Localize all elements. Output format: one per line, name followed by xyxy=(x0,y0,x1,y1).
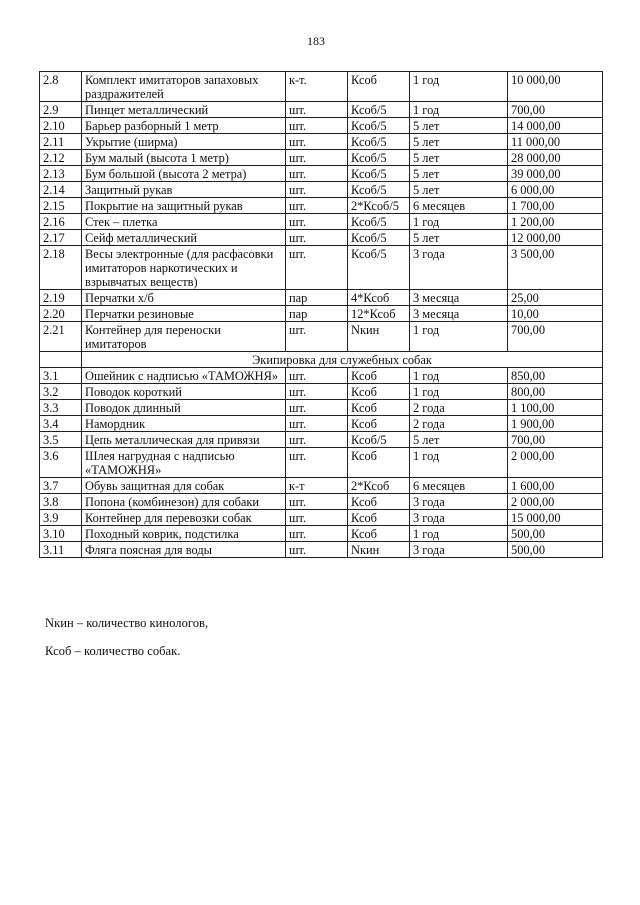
item-quantity-cell: Ксоб/5 xyxy=(348,230,410,246)
item-quantity-cell: Ксоб xyxy=(348,384,410,400)
item-term-cell: 5 лет xyxy=(410,118,508,134)
item-quantity-cell: Ксоб xyxy=(348,494,410,510)
item-term-cell: 1 год xyxy=(410,72,508,102)
item-number-cell: 3.5 xyxy=(40,432,82,448)
item-name-cell: Комплект имитаторов запаховых раздражителей xyxy=(82,72,286,102)
item-price-cell: 800,00 xyxy=(508,384,603,400)
item-term-cell: 2 года xyxy=(410,416,508,432)
item-number-cell: 3.7 xyxy=(40,478,82,494)
item-price-cell: 10 000,00 xyxy=(508,72,603,102)
item-quantity-cell: Ксоб/5 xyxy=(348,182,410,198)
table-row xyxy=(40,384,603,400)
item-name-cell: Ошейник с надписью «ТАМОЖНЯ» xyxy=(82,368,286,384)
item-price-cell: 700,00 xyxy=(508,102,603,118)
item-price-cell: 850,00 xyxy=(508,368,603,384)
item-number-cell: 2.12 xyxy=(40,150,82,166)
item-number-cell: 3.6 xyxy=(40,448,82,478)
item-price-cell: 15 000,00 xyxy=(508,510,603,526)
item-number-cell: 2.16 xyxy=(40,214,82,230)
item-term-cell: 1 год xyxy=(410,368,508,384)
item-name-cell: Намордник xyxy=(82,416,286,432)
item-unit-cell: шт. xyxy=(286,322,348,352)
item-term-cell: 5 лет xyxy=(410,182,508,198)
table-row xyxy=(40,102,603,118)
item-quantity-cell: Ксоб xyxy=(348,416,410,432)
item-price-cell: 1 200,00 xyxy=(508,214,603,230)
item-quantity-cell: Ксоб xyxy=(348,368,410,384)
item-name-cell: Контейнер для переноски имитаторов xyxy=(82,322,286,352)
item-number-cell: 3.3 xyxy=(40,400,82,416)
item-price-cell: 6 000,00 xyxy=(508,182,603,198)
item-number-cell: 2.10 xyxy=(40,118,82,134)
item-quantity-cell: 4*Ксоб xyxy=(348,290,410,306)
table-row xyxy=(40,134,603,150)
item-name-cell: Барьер разборный 1 метр xyxy=(82,118,286,134)
table-row xyxy=(40,400,603,416)
item-quantity-cell: Ксоб/5 xyxy=(348,102,410,118)
item-number-cell: 2.15 xyxy=(40,198,82,214)
table-row xyxy=(40,448,603,478)
item-number-cell: 2.21 xyxy=(40,322,82,352)
item-term-cell: 3 года xyxy=(410,246,508,290)
item-quantity-cell: Nкин xyxy=(348,542,410,558)
item-unit-cell: шт. xyxy=(286,416,348,432)
item-unit-cell: шт. xyxy=(286,230,348,246)
item-term-cell: 3 года xyxy=(410,542,508,558)
item-unit-cell: к-т. xyxy=(286,72,348,102)
item-name-cell: Весы электронные (для расфасовки имитаторов наркотических и взрывчатых веществ) xyxy=(82,246,286,290)
item-unit-cell: шт. xyxy=(286,102,348,118)
item-number-cell: 2.8 xyxy=(40,72,82,102)
item-price-cell: 700,00 xyxy=(508,322,603,352)
table-row xyxy=(40,368,603,384)
legend-ksob: Ксоб – количество собак. xyxy=(45,644,181,658)
item-unit-cell: шт. xyxy=(286,542,348,558)
item-quantity-cell: Ксоб/5 xyxy=(348,246,410,290)
item-name-cell: Бум малый (высота 1 метр) xyxy=(82,150,286,166)
item-number-cell: 3.4 xyxy=(40,416,82,432)
item-number-cell: 2.17 xyxy=(40,230,82,246)
item-price-cell: 3 500,00 xyxy=(508,246,603,290)
item-price-cell: 11 000,00 xyxy=(508,134,603,150)
item-unit-cell: шт. xyxy=(286,368,348,384)
item-quantity-cell: Ксоб/5 xyxy=(348,214,410,230)
table-row xyxy=(40,198,603,214)
item-number-cell: 2.9 xyxy=(40,102,82,118)
item-price-cell: 14 000,00 xyxy=(508,118,603,134)
item-unit-cell: шт. xyxy=(286,400,348,416)
item-term-cell: 6 месяцев xyxy=(410,478,508,494)
item-name-cell: Фляга поясная для воды xyxy=(82,542,286,558)
table-row xyxy=(40,290,603,306)
item-name-cell: Покрытие на защитный рукав xyxy=(82,198,286,214)
item-name-cell: Цепь металлическая для привязи xyxy=(82,432,286,448)
item-name-cell: Контейнер для перевозки собак xyxy=(82,510,286,526)
item-term-cell: 3 месяца xyxy=(410,290,508,306)
item-price-cell: 39 000,00 xyxy=(508,166,603,182)
item-unit-cell: шт. xyxy=(286,526,348,542)
item-term-cell: 5 лет xyxy=(410,432,508,448)
item-term-cell: 1 год xyxy=(410,322,508,352)
table-row xyxy=(40,322,603,352)
section-row xyxy=(40,352,603,368)
item-name-cell: Перчатки резиновые xyxy=(82,306,286,322)
item-unit-cell: шт. xyxy=(286,166,348,182)
item-number-cell: 2.18 xyxy=(40,246,82,290)
item-name-cell: Защитный рукав xyxy=(82,182,286,198)
item-number-cell: 3.2 xyxy=(40,384,82,400)
table-row xyxy=(40,214,603,230)
item-unit-cell: шт. xyxy=(286,448,348,478)
item-term-cell: 1 год xyxy=(410,214,508,230)
item-price-cell: 2 000,00 xyxy=(508,448,603,478)
item-unit-cell: шт. xyxy=(286,118,348,134)
item-quantity-cell: Ксоб/5 xyxy=(348,118,410,134)
item-quantity-cell: Ксоб xyxy=(348,72,410,102)
item-name-cell: Поводок короткий xyxy=(82,384,286,400)
item-number-cell: 2.20 xyxy=(40,306,82,322)
item-unit-cell: шт. xyxy=(286,510,348,526)
item-price-cell: 12 000,00 xyxy=(508,230,603,246)
item-price-cell: 500,00 xyxy=(508,542,603,558)
item-unit-cell: пар xyxy=(286,306,348,322)
item-name-cell: Обувь защитная для собак xyxy=(82,478,286,494)
item-unit-cell: пар xyxy=(286,290,348,306)
item-name-cell: Попона (комбинезон) для собаки xyxy=(82,494,286,510)
item-price-cell: 25,00 xyxy=(508,290,603,306)
item-number-cell: 2.19 xyxy=(40,290,82,306)
item-name-cell: Шлея нагрудная с надписью «ТАМОЖНЯ» xyxy=(82,448,286,478)
item-term-cell: 6 месяцев xyxy=(410,198,508,214)
item-price-cell: 1 900,00 xyxy=(508,416,603,432)
item-number-cell: 3.9 xyxy=(40,510,82,526)
item-number-cell: 3.1 xyxy=(40,368,82,384)
item-number-cell: 2.11 xyxy=(40,134,82,150)
item-unit-cell: шт. xyxy=(286,150,348,166)
item-quantity-cell: Ксоб/5 xyxy=(348,134,410,150)
item-quantity-cell: Ксоб xyxy=(348,448,410,478)
item-term-cell: 1 год xyxy=(410,102,508,118)
item-quantity-cell: Ксоб/5 xyxy=(348,166,410,182)
table-row xyxy=(40,182,603,198)
item-price-cell: 1 700,00 xyxy=(508,198,603,214)
item-name-cell: Походный коврик, подстилка xyxy=(82,526,286,542)
item-name-cell: Поводок длинный xyxy=(82,400,286,416)
item-term-cell: 2 года xyxy=(410,400,508,416)
equipment-table xyxy=(39,71,603,558)
item-quantity-cell: Ксоб/5 xyxy=(348,432,410,448)
item-name-cell: Перчатки х/б xyxy=(82,290,286,306)
equipment-table-body xyxy=(40,72,603,558)
table-row xyxy=(40,432,603,448)
table-row xyxy=(40,526,603,542)
item-name-cell: Укрытие (ширма) xyxy=(82,134,286,150)
legend-nkin: Nкин – количество кинологов, xyxy=(45,616,209,630)
item-unit-cell: шт. xyxy=(286,134,348,150)
item-price-cell: 10,00 xyxy=(508,306,603,322)
item-number-cell: 2.14 xyxy=(40,182,82,198)
item-unit-cell: шт. xyxy=(286,246,348,290)
item-number-cell: 3.11 xyxy=(40,542,82,558)
item-term-cell: 5 лет xyxy=(410,230,508,246)
item-name-cell: Бум большой (высота 2 метра) xyxy=(82,166,286,182)
table-row xyxy=(40,230,603,246)
section-number-cell xyxy=(40,352,82,368)
page-number: 183 xyxy=(307,34,325,48)
item-unit-cell: к-т xyxy=(286,478,348,494)
item-name-cell: Стек – плетка xyxy=(82,214,286,230)
item-price-cell: 2 000,00 xyxy=(508,494,603,510)
item-term-cell: 3 года xyxy=(410,494,508,510)
item-term-cell: 3 месяца xyxy=(410,306,508,322)
table-row xyxy=(40,72,603,102)
table-row xyxy=(40,306,603,322)
item-quantity-cell: Ксоб xyxy=(348,510,410,526)
item-quantity-cell: 2*Ксоб xyxy=(348,478,410,494)
item-term-cell: 1 год xyxy=(410,526,508,542)
table-row xyxy=(40,478,603,494)
table-row xyxy=(40,510,603,526)
item-price-cell: 1 600,00 xyxy=(508,478,603,494)
item-term-cell: 5 лет xyxy=(410,150,508,166)
item-quantity-cell: Ксоб xyxy=(348,400,410,416)
item-unit-cell: шт. xyxy=(286,214,348,230)
item-quantity-cell: 12*Ксоб xyxy=(348,306,410,322)
item-unit-cell: шт. xyxy=(286,182,348,198)
item-name-cell: Сейф металлический xyxy=(82,230,286,246)
table-row xyxy=(40,246,603,290)
item-term-cell: 5 лет xyxy=(410,134,508,150)
item-quantity-cell: Nкин xyxy=(348,322,410,352)
item-term-cell: 1 год xyxy=(410,448,508,478)
item-price-cell: 1 100,00 xyxy=(508,400,603,416)
table-row xyxy=(40,494,603,510)
table-row xyxy=(40,150,603,166)
table-row xyxy=(40,118,603,134)
item-unit-cell: шт. xyxy=(286,494,348,510)
section-title: Экипировка для служебных собак xyxy=(82,352,603,368)
item-quantity-cell: Ксоб/5 xyxy=(348,150,410,166)
item-quantity-cell: Ксоб xyxy=(348,526,410,542)
item-number-cell: 3.8 xyxy=(40,494,82,510)
item-price-cell: 28 000,00 xyxy=(508,150,603,166)
table-row xyxy=(40,166,603,182)
table-row xyxy=(40,542,603,558)
item-unit-cell: шт. xyxy=(286,198,348,214)
item-quantity-cell: 2*Ксоб/5 xyxy=(348,198,410,214)
item-term-cell: 5 лет xyxy=(410,166,508,182)
item-number-cell: 2.13 xyxy=(40,166,82,182)
item-price-cell: 700,00 xyxy=(508,432,603,448)
item-number-cell: 3.10 xyxy=(40,526,82,542)
item-unit-cell: шт. xyxy=(286,432,348,448)
item-name-cell: Пинцет металлический xyxy=(82,102,286,118)
item-unit-cell: шт. xyxy=(286,384,348,400)
item-term-cell: 3 года xyxy=(410,510,508,526)
table-row xyxy=(40,416,603,432)
item-price-cell: 500,00 xyxy=(508,526,603,542)
item-term-cell: 1 год xyxy=(410,384,508,400)
